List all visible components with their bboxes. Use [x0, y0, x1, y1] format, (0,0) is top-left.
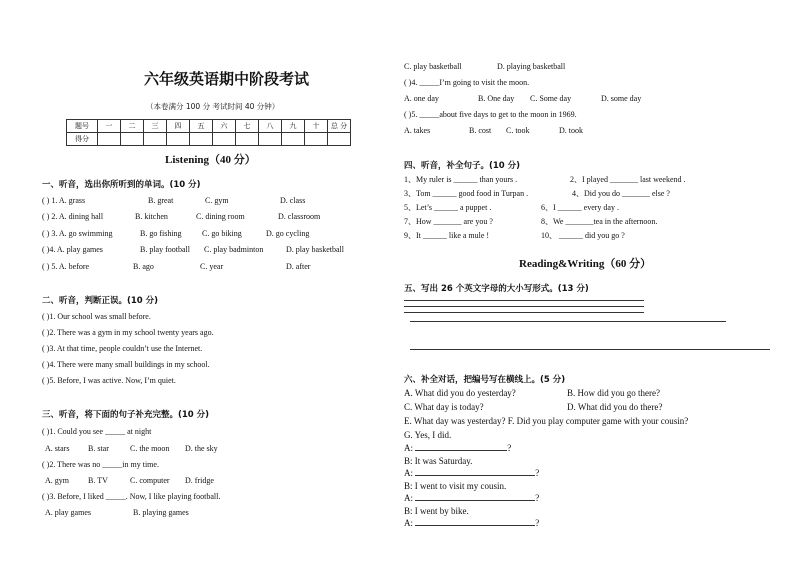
score-cell: 三	[144, 120, 167, 133]
s4-item: 3、Tom ______ good food in Turpan .	[404, 189, 529, 198]
exam-note: （本卷满分 100 分 考试时间 40 分钟）	[146, 102, 280, 111]
s6-option-g: G. Yes, I did.	[404, 430, 452, 440]
dialogue-line-1	[404, 443, 511, 453]
score-cell: 总 分	[328, 120, 351, 133]
s4-item: 10、 ______ did you go ?	[541, 231, 625, 240]
dialogue-line-2: B: It was Saturday.	[404, 456, 473, 466]
section2-heading: 二、听音，判断正误。(10 分)	[42, 296, 159, 306]
s3-q2: ( )2. There was no _____in my time.	[42, 460, 159, 469]
s3-q2-a: A. gym	[45, 476, 69, 485]
s3-q4-c: C. Some day	[530, 94, 572, 103]
writing-line	[404, 306, 644, 307]
listening-title: Listening（40 分）	[165, 154, 256, 166]
s4-item: 7、How _______ are you ?	[404, 217, 493, 226]
score-table-header-row	[67, 120, 351, 133]
s3-q5: ( )5. _____about five days to get to the moon in 1969.	[404, 110, 577, 119]
dialogue-speaker: A:	[404, 518, 413, 528]
score-cell: 得分	[67, 133, 98, 146]
score-input-cell[interactable]	[282, 133, 305, 146]
s1-q5-d: D. after	[286, 262, 311, 271]
dialogue-speaker: A:	[404, 468, 413, 478]
s4-item: 5、Let’s ______ a puppet .	[404, 203, 492, 212]
writing-line	[410, 349, 770, 350]
question-mark: ?	[507, 443, 512, 453]
score-input-cell[interactable]	[213, 133, 236, 146]
writing-line	[410, 321, 726, 322]
s3-q5-a: A. takes	[404, 126, 431, 135]
score-input-cell[interactable]	[144, 133, 167, 146]
question-mark: ?	[535, 518, 540, 528]
s3-q5-c: C. took	[506, 126, 530, 135]
score-cell: 五	[190, 120, 213, 133]
answer-blank-1[interactable]	[415, 450, 507, 451]
s3-q2-d: D. fridge	[185, 476, 214, 485]
s2-item: ( )5. Before, I was active. Now, I’m quiet.	[42, 376, 176, 385]
section6-heading: 六、补全对话，把编号写在横线上。(5 分)	[404, 375, 566, 385]
answer-blank-4[interactable]	[415, 525, 535, 526]
s4-item: 6、I ______ every day .	[541, 203, 619, 212]
exam-title: 六年级英语期中阶段考试	[144, 70, 310, 88]
s1-q1-b: B. great	[148, 196, 174, 205]
reading-writing-title: Reading&Writing（60 分）	[519, 258, 652, 270]
dialogue-speaker: A:	[404, 443, 413, 453]
dialogue-line-6: B: I went by bike.	[404, 506, 469, 516]
s1-q2-d: D. classroom	[278, 212, 321, 221]
score-input-cell[interactable]	[98, 133, 121, 146]
s1-q5-c: C. year	[200, 262, 224, 271]
score-input-cell[interactable]	[305, 133, 328, 146]
s1-q4-b: B. play football	[140, 245, 190, 254]
s3-q3-c: C. play basketball	[404, 62, 462, 71]
question-mark: ?	[535, 493, 540, 503]
s1-q2-b: B. kitchen	[135, 212, 168, 221]
score-cell: 二	[121, 120, 144, 133]
score-input-cell[interactable]	[121, 133, 144, 146]
writing-line	[404, 312, 644, 313]
score-cell: 一	[98, 120, 121, 133]
s3-q4-a: A. one day	[404, 94, 439, 103]
s4-item: 1、My ruler is ______ than yours .	[404, 175, 518, 184]
s1-q3-a: ( ) 3. A. go swimming	[42, 229, 113, 238]
dialogue-line-3	[404, 468, 539, 478]
s1-q5-a: ( ) 5. A. before	[42, 262, 90, 271]
s1-q4-c: C. play badminton	[204, 245, 264, 254]
section3-heading: 三、听音，将下面的句子补充完整。(10 分)	[42, 410, 210, 420]
s2-item: ( )4. There were many small buildings in my school.	[42, 360, 210, 369]
score-cell: 十	[305, 120, 328, 133]
score-cell: 题号	[67, 120, 98, 133]
s1-q3-b: B. go fishing	[140, 229, 182, 238]
s1-q5-b: B. ago	[133, 262, 154, 271]
score-cell: 六	[213, 120, 236, 133]
s3-q1-d: D. the sky	[185, 444, 218, 453]
s3-q5-d: D. took	[559, 126, 583, 135]
dialogue-line-4: B: I went to visit my cousin.	[404, 481, 507, 491]
s3-q3: ( )3. Before, I liked _____. Now, I like playing football.	[42, 492, 221, 501]
score-input-cell[interactable]	[328, 133, 351, 146]
s1-q2-a: ( ) 2. A. dining hall	[42, 212, 104, 221]
s2-item: ( )1. Our school was small before.	[42, 312, 151, 321]
s3-q4-b: B. One day	[478, 94, 515, 103]
s4-item: 2、I played _______ last weekend .	[570, 175, 686, 184]
score-input-cell[interactable]	[259, 133, 282, 146]
s3-q1-b: B. star	[88, 444, 109, 453]
s1-q1-c: C. gym	[205, 196, 229, 205]
score-input-cell[interactable]	[167, 133, 190, 146]
s6-option-a: A. What did you do yesterday?	[404, 388, 516, 398]
s1-q4-d: D. play basketball	[286, 245, 344, 254]
s1-q2-c: C. dining room	[196, 212, 245, 221]
s4-item: 4、Did you do _______ else ?	[572, 189, 670, 198]
s3-q1-a: A. stars	[45, 444, 70, 453]
s3-q4: ( )4. _____I’m going to visit the moon.	[404, 78, 530, 87]
question-mark: ?	[535, 468, 540, 478]
s4-item: 9、It ______ like a mule !	[404, 231, 490, 240]
writing-line	[404, 300, 644, 301]
s1-q3-c: C. go biking	[202, 229, 242, 238]
s3-q1: ( )1. Could you see _____ at night	[42, 427, 152, 436]
section5-heading: 五、写出 26 个英文字母的大小写形式。(13 分)	[404, 284, 589, 294]
section1-heading: 一、听音，选出你所听到的单词。(10 分)	[42, 180, 201, 190]
s6-option-d: D. What did you do there?	[567, 402, 663, 412]
score-input-cell[interactable]	[236, 133, 259, 146]
score-cell: 八	[259, 120, 282, 133]
score-input-cell[interactable]	[190, 133, 213, 146]
s3-q3-b: B. playing games	[133, 508, 189, 517]
s6-option-ef: E. What day was yesterday? F. Did you play computer game with your cousin?	[404, 416, 689, 426]
section4-heading: 四、听音，补全句子。(10 分)	[404, 161, 521, 171]
s1-q1-a: ( ) 1. A. grass	[42, 196, 86, 205]
dialogue-line-5	[404, 493, 539, 503]
s1-q1-d: D. class	[280, 196, 306, 205]
score-cell: 七	[236, 120, 259, 133]
s3-q3-d: D. playing basketball	[497, 62, 566, 71]
score-cell: 四	[167, 120, 190, 133]
score-cell: 九	[282, 120, 305, 133]
s1-q3-d: D. go cycling	[266, 229, 310, 238]
answer-blank-3[interactable]	[415, 500, 535, 501]
s3-q2-c: C. computer	[130, 476, 170, 485]
s1-q4-a: ( )4. A. play games	[42, 245, 103, 254]
s2-item: ( )3. At that time, people couldn’t use the Internet.	[42, 344, 203, 353]
s3-q3-a: A. play games	[45, 508, 91, 517]
s3-q1-c: C. the moon	[130, 444, 170, 453]
score-table-score-row	[67, 133, 351, 146]
answer-blank-2[interactable]	[415, 475, 535, 476]
s4-item: 8、We _______tea in the afternoon.	[541, 217, 658, 226]
s3-q5-b: B. cost	[469, 126, 492, 135]
dialogue-speaker: A:	[404, 493, 413, 503]
score-table	[66, 119, 351, 146]
s6-option-c: C. What day is today?	[404, 402, 484, 412]
s2-item: ( )2. There was a gym in my school twenty years ago.	[42, 328, 214, 337]
s3-q4-d: D. some day	[601, 94, 642, 103]
s3-q2-b: B. TV	[88, 476, 108, 485]
dialogue-line-7	[404, 518, 539, 528]
s6-option-b: B. How did you go there?	[567, 388, 660, 398]
